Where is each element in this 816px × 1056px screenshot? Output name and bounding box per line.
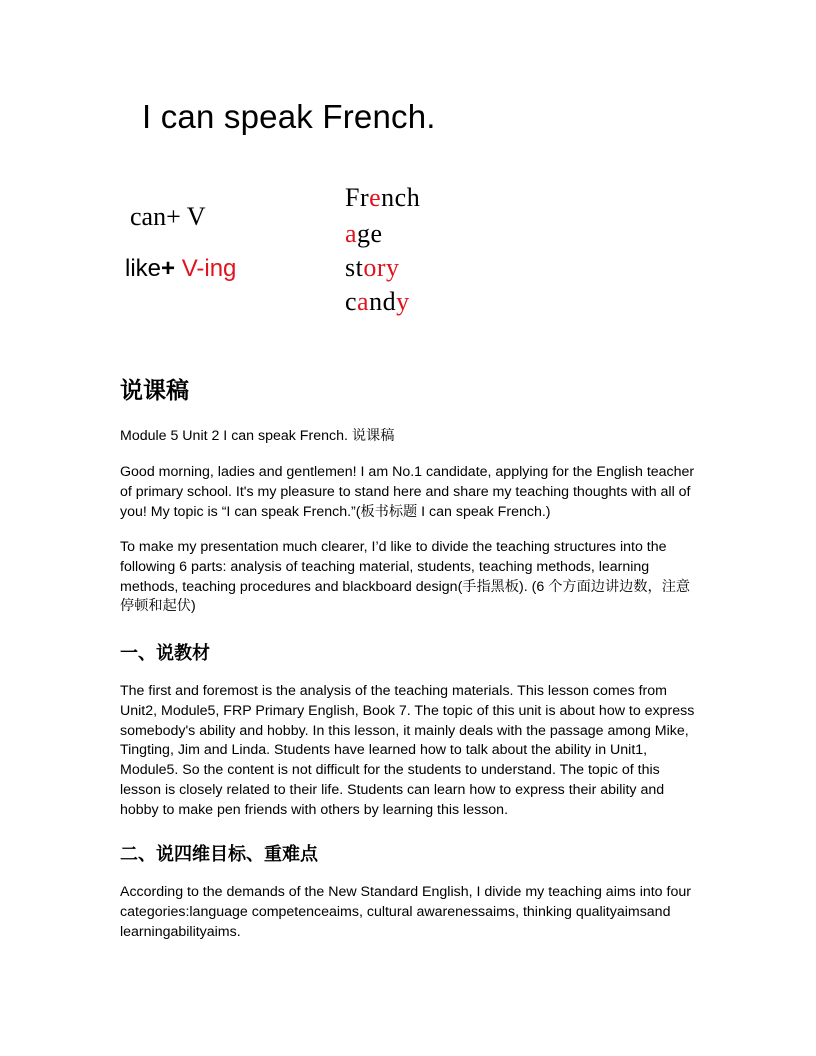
section-heading-materials: 一、说教材 <box>120 643 210 664</box>
structure-paragraph: To make my presentation much clearer, I’d like to divide the teaching structures into the following 6 parts: analysis of teaching material, students, teaching methods, learning methods, teaching procedures and blackboard design(手指黑板). (6 个方面边讲边数，注意停顿和起伏) <box>120 539 691 615</box>
word-highlight: y <box>396 287 410 316</box>
word-part: ge <box>357 219 383 248</box>
word-candy <box>345 287 410 317</box>
word-highlight: a <box>357 287 370 316</box>
word-story <box>345 253 400 283</box>
blackboard-title: I can speak French. <box>142 98 436 135</box>
word-part: st <box>345 253 364 282</box>
word-part: nd <box>369 287 397 316</box>
section-heading-aims: 二、说四维目标、重难点 <box>120 844 318 865</box>
word-highlight: ory <box>363 253 400 282</box>
word-part: Fr <box>345 183 370 212</box>
intro-paragraph: Good morning, ladies and gentlemen! I am No.1 candidate, applying for the English teacher of primary school. It's my pleasure to stand here and share my teaching thoughts with all of you! My topic is “I can speak French.”(板书标题 I can speak French.) <box>120 464 695 520</box>
pattern-like: like <box>125 255 162 282</box>
pattern-plus: + <box>161 255 182 282</box>
page-heading: 说课稿 <box>120 378 189 404</box>
subtitle: Module 5 Unit 2 I can speak French. 说课稿 <box>120 428 395 444</box>
aims-paragraph: According to the demands of the New Standard English, I divide my teaching aims into four categories:language competenceaims, cultural awarenessaims, thinking qualityaimsand learningabilityaims. <box>120 884 691 940</box>
word-part: nch <box>381 183 421 212</box>
word-part: c <box>345 287 358 316</box>
word-highlight: a <box>345 219 358 248</box>
word-age <box>345 219 383 249</box>
pattern-like-ving <box>125 255 236 283</box>
pattern-ving: V-ing <box>181 255 237 282</box>
word-highlight: e <box>369 183 382 212</box>
materials-paragraph: The first and foremost is the analysis of the teaching materials. This lesson comes from Unit2, Module5, FRP Primary English, Book 7. The topic of this unit is about how to express somebody's ability and hobby. In this lesson, it mainly deals with the passage among Mike, Tingting, Jim and Linda. Students have learned how to talk about the ability in Unit1, Module5. So the content is not difficult for the students to understand. The topic of this lesson is closely related to their life. Students can learn how to express their ability and hobby to make pen friends with others by learning this lesson. <box>120 683 695 818</box>
word-french <box>345 183 420 213</box>
pattern-can-v: can+ V <box>130 202 206 231</box>
